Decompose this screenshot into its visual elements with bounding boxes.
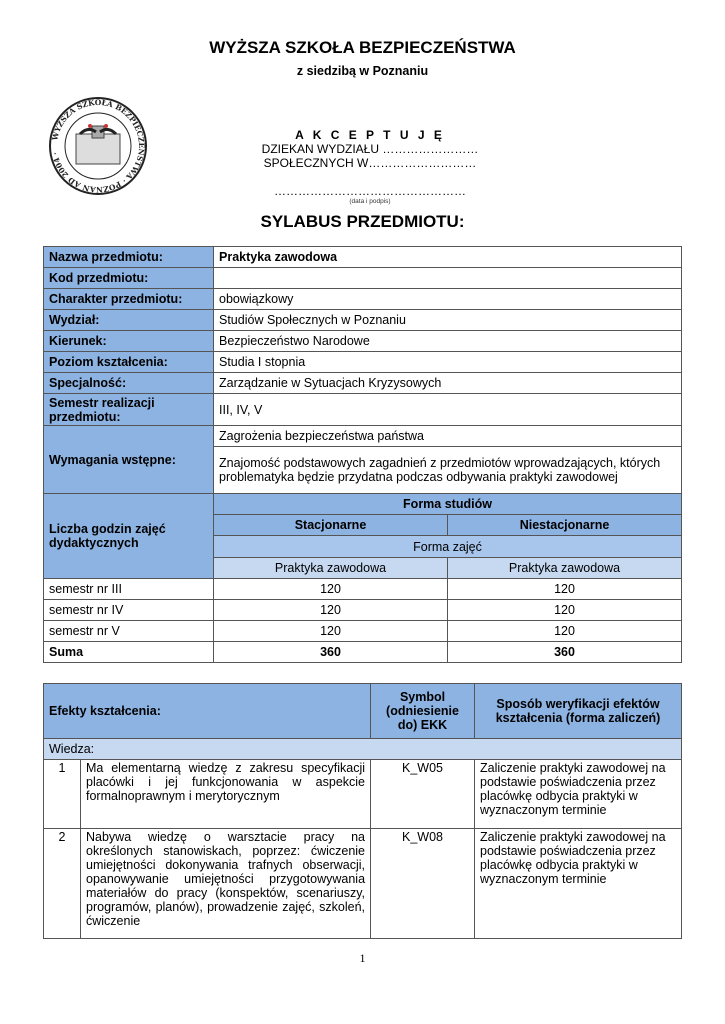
info-row: [44, 352, 682, 373]
semester-label: semestr nr IV: [44, 600, 214, 621]
requirements-label: Wymagania wstępne:: [44, 426, 214, 494]
requirements-row: [44, 426, 682, 447]
info-value: Zarządzanie w Sytuacjach Kryzysowych: [214, 373, 682, 394]
hours-part-time: 120: [448, 600, 682, 621]
school-subtitle: z siedzibą w Poznaniu: [296, 64, 429, 78]
outcome-row: [44, 829, 682, 939]
hours-part-time: 120: [448, 621, 682, 642]
info-value: [214, 268, 682, 289]
signature-line: …………………………………………: [274, 184, 466, 198]
info-row: [44, 268, 682, 289]
course-info-table: [43, 246, 682, 663]
svg-text:WYŻSZA SZKOŁA BEZPIECZEŃSTWA ·: WYŻSZA SZKOŁA BEZPIECZEŃSTWA · POZNAŃ AD 2004 ·: [50, 97, 147, 195]
outcomes-header: Efekty kształcenia:: [44, 684, 371, 739]
hours-full-time: 120: [214, 600, 448, 621]
sum-row: [44, 642, 682, 663]
info-value: obowiązkowy: [214, 289, 682, 310]
part-time-header: Niestacjonarne: [448, 515, 682, 536]
requirement-item: Zagrożenia bezpieczeństwa państwa: [214, 426, 682, 447]
info-row: [44, 310, 682, 331]
school-name: WYŻSZA SZKOŁA BEZPIECZEŃSTWA: [209, 38, 516, 57]
outcome-row: [44, 760, 682, 829]
sum-part-time: 360: [448, 642, 682, 663]
semester-row: [44, 600, 682, 621]
page-number: 1: [359, 951, 366, 965]
outcome-number: 2: [44, 829, 81, 939]
outcome-verification: Zaliczenie praktyki zawodowej na podstawie poświadczenia przez placówkę odbycia praktyki w wyznaczonym terminie: [475, 829, 682, 939]
full-time-header: Stacjonarne: [214, 515, 448, 536]
info-row: [44, 289, 682, 310]
info-label: Semestr realizacji przedmiotu:: [44, 394, 214, 426]
signature-block: [220, 184, 520, 205]
info-value: Studiów Społecznych w Poznaniu: [214, 310, 682, 331]
symbol-header: Symbol (odniesienie do) EKK: [371, 684, 475, 739]
signature-caption: (data i podpis): [349, 198, 391, 205]
semester-label: semestr nr V: [44, 621, 214, 642]
semester-row: [44, 579, 682, 600]
learning-outcomes-table: [43, 683, 682, 939]
class-type-part-time: Praktyka zawodowa: [448, 558, 682, 579]
approval-dean-line: DZIEKAN WYDZIAŁU ……………………: [261, 142, 479, 156]
info-value: Studia I stopnia: [214, 352, 682, 373]
school-seal-logo: [38, 96, 158, 196]
hours-header-row: [44, 494, 682, 515]
semester-row: [44, 621, 682, 642]
verification-header: Sposób weryfikacji efektów kształcenia (forma zaliczeń): [475, 684, 682, 739]
approval-faculty-line: SPOŁECZNYCH W………………………: [263, 156, 477, 170]
info-row: [44, 247, 682, 268]
hours-full-time: 120: [214, 621, 448, 642]
info-value: Praktyka zawodowa: [214, 247, 682, 268]
outcome-description: Nabywa wiedzę o warsztacie pracy na określonych stanowiskach, poprzez: ćwiczenie umiejętności dokonywania trafnych obserwacji, opanowywanie umiejętności przygotowywania materiałów do pracy (konspektów, scenariuszy, programów, planów), prowadzenie zajęć, szkoleń, ćwiczenie: [81, 829, 371, 939]
outcome-symbol: K_W08: [371, 829, 475, 939]
info-row: [44, 331, 682, 352]
study-form-header: Forma studiów: [214, 494, 682, 515]
sum-full-time: 360: [214, 642, 448, 663]
info-label: Charakter przedmiotu:: [44, 289, 214, 310]
outcome-symbol: K_W05: [371, 760, 475, 829]
section-label: Wiedza:: [44, 739, 682, 760]
outcome-verification: Zaliczenie praktyki zawodowej na podstawie poświadczenia przez placówkę odbycia praktyki w wyznaczonym terminie: [475, 760, 682, 829]
approval-block: [220, 128, 520, 170]
class-type-full-time: Praktyka zawodowa: [214, 558, 448, 579]
outcome-number: 1: [44, 760, 81, 829]
class-form-header: Forma zajęć: [214, 536, 682, 558]
info-value: Bezpieczeństwo Narodowe: [214, 331, 682, 352]
outcome-description: Ma elementarną wiedzę z zakresu specyfikacji placówki i jej funkcjonowania w aspekcie formalnoprawnym i merytorycznym: [81, 760, 371, 829]
document-title: SYLABUS PRZEDMIOTU:: [260, 212, 465, 231]
info-row: [44, 373, 682, 394]
approval-title: A K C E P T U J Ę: [295, 128, 445, 142]
info-value: III, IV, V: [214, 394, 682, 426]
hours-part-time: 120: [448, 579, 682, 600]
hours-full-time: 120: [214, 579, 448, 600]
section-row: [44, 739, 682, 760]
info-row: [44, 394, 682, 426]
info-label: Wydział:: [44, 310, 214, 331]
info-label: Kierunek:: [44, 331, 214, 352]
semester-label: semestr nr III: [44, 579, 214, 600]
info-label: Kod przedmiotu:: [44, 268, 214, 289]
outcomes-header-row: [44, 684, 682, 739]
hours-label: Liczba godzin zajęć dydaktycznych: [44, 494, 214, 579]
sum-label: Suma: [44, 642, 214, 663]
requirement-item: Znajomość podstawowych zagadnień z przedmiotów wprowadzających, których problematyka będzie przydatna podczas odbywania praktyki zawodowej: [214, 447, 682, 494]
info-label: Nazwa przedmiotu:: [44, 247, 214, 268]
info-label: Specjalność:: [44, 373, 214, 394]
info-label: Poziom kształcenia:: [44, 352, 214, 373]
